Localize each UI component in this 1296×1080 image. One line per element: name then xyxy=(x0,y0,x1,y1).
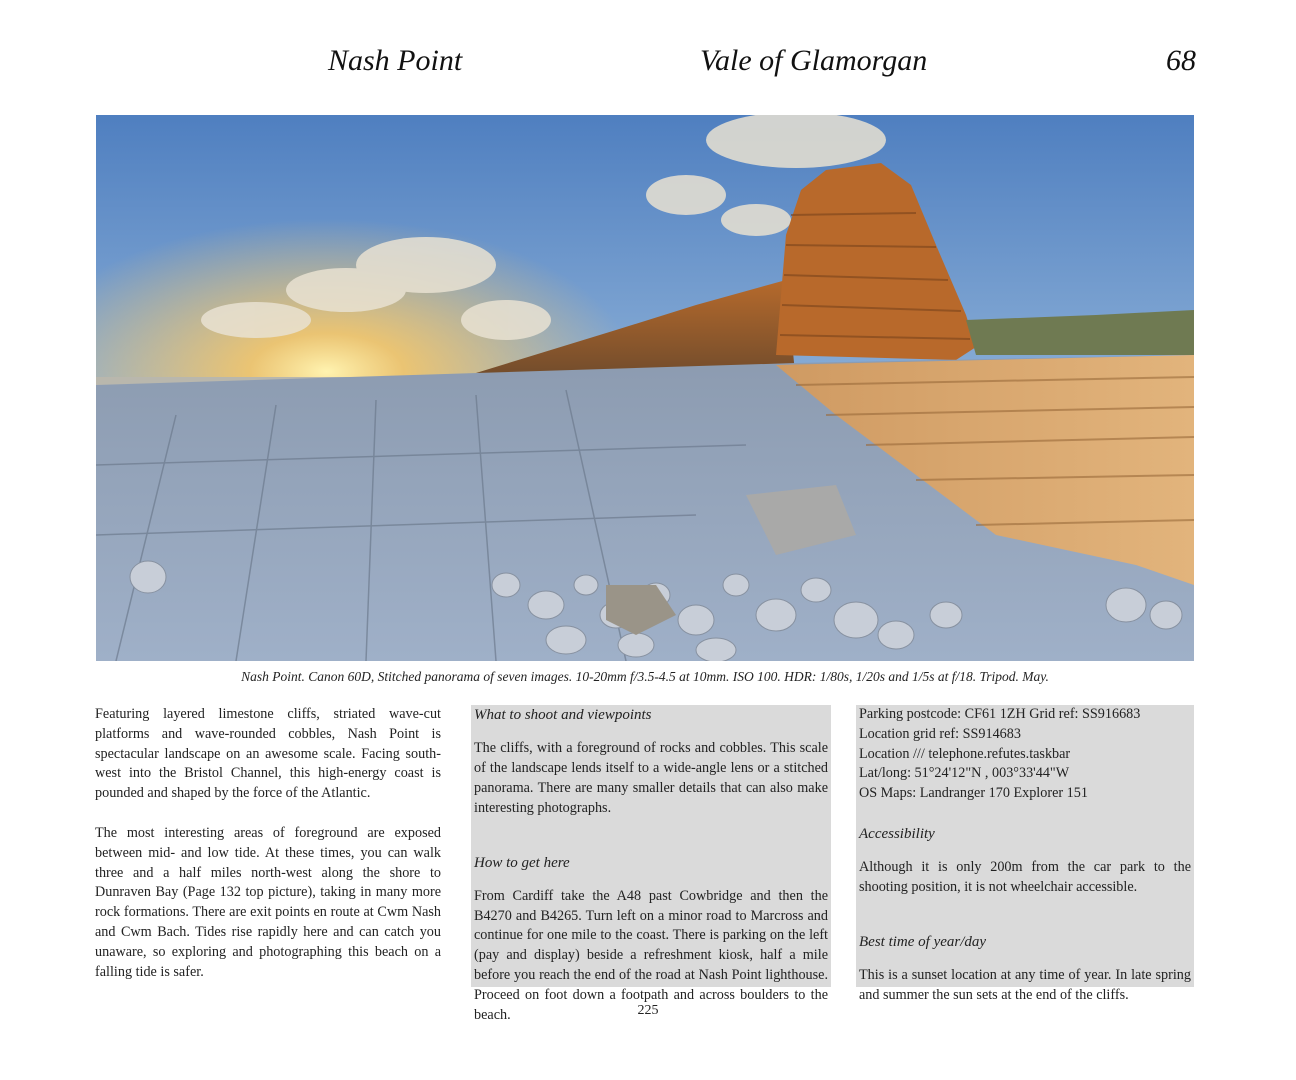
os-maps: OS Maps: Landranger 170 Explorer 151 xyxy=(859,785,1088,802)
accessibility-heading: Accessibility xyxy=(859,825,935,842)
what3words-location: Location /// telephone.refutes.taskbar xyxy=(859,745,1071,762)
photo-caption: Nash Point. Canon 60D, Stitched panorama of seven images. 10-20mm f/3.5-4.5 at 10mm. ISO 100. HDR: 1/80s, 1/20s and 1/5s at f/18. Tripod. May. xyxy=(241,669,1049,684)
best-time-heading: Best time of year/day xyxy=(859,933,987,950)
intro-paragraph-1: Featuring layered limestone cliffs, striated wave-cut platforms and wave-rounded cobbles, Nash Point is spectacular landscape on an awesome scale. Facing south-west into the Bristol Channel, this high-energy coast is pounded and shaped by the force of the Atlantic. xyxy=(95,706,441,802)
intro-paragraph-2: The most interesting areas of foreground are exposed between mid- and low tide. At these times, you can walk three and a half miles north-west along the shore to Dunraven Bay (Page 132 top picture), taking in many more rock formations. There are exit points en route at Cwm Nash and Cwm Bach. Tides rise rapidly here and can catch you unaware, so exploring and photographing this beach on a falling tide is safer. xyxy=(95,824,441,980)
best-time-body: This is a sunset location at any time of year. In late spring and summer the sun sets at the end of the cliffs. xyxy=(859,967,1191,1003)
shoot-directions-text xyxy=(474,705,828,1040)
what-to-shoot-body: The cliffs, with a foreground of rocks and cobbles. This scale of the landscape lends itself to a wide-angle lens or a stitched panorama. There are many smaller details that can also make interesting photographs. xyxy=(474,740,828,816)
panorama-photo xyxy=(96,115,1194,661)
lat-long: Lat/long: 51°24'12"N , 003°33'44"W xyxy=(859,765,1070,782)
intro-column xyxy=(95,705,441,982)
page-number: 225 xyxy=(637,1003,659,1018)
parking-postcode: Parking postcode: CF61 1ZH Grid ref: SS916683 xyxy=(859,706,1141,722)
how-to-get-here-heading: How to get here xyxy=(474,854,570,871)
how-to-get-here-body: From Cardiff take the A48 past Cowbridge and then the B4270 and B4265. Turn left on a minor road to Marcross and continue for one mile to the coast. There is parking on the left (pay and display) beside a refreshment kiosk, half a mile before you reach the end of the road at Nash Point lighthouse. Proceed on foot down a footpath and across boulders to the beach. xyxy=(474,887,828,1023)
entry-number: 68 xyxy=(1166,44,1196,77)
region-title: Vale of Glamorgan xyxy=(700,44,928,77)
location-grid-ref: Location grid ref: SS914683 xyxy=(859,725,1021,742)
location-info-text xyxy=(859,705,1191,1020)
what-to-shoot-heading: What to shoot and viewpoints xyxy=(474,707,652,723)
location-title: Nash Point xyxy=(328,44,463,77)
accessibility-body: Although it is only 200m from the car park to the shooting position, it is not wheelchair accessible. xyxy=(859,859,1191,895)
